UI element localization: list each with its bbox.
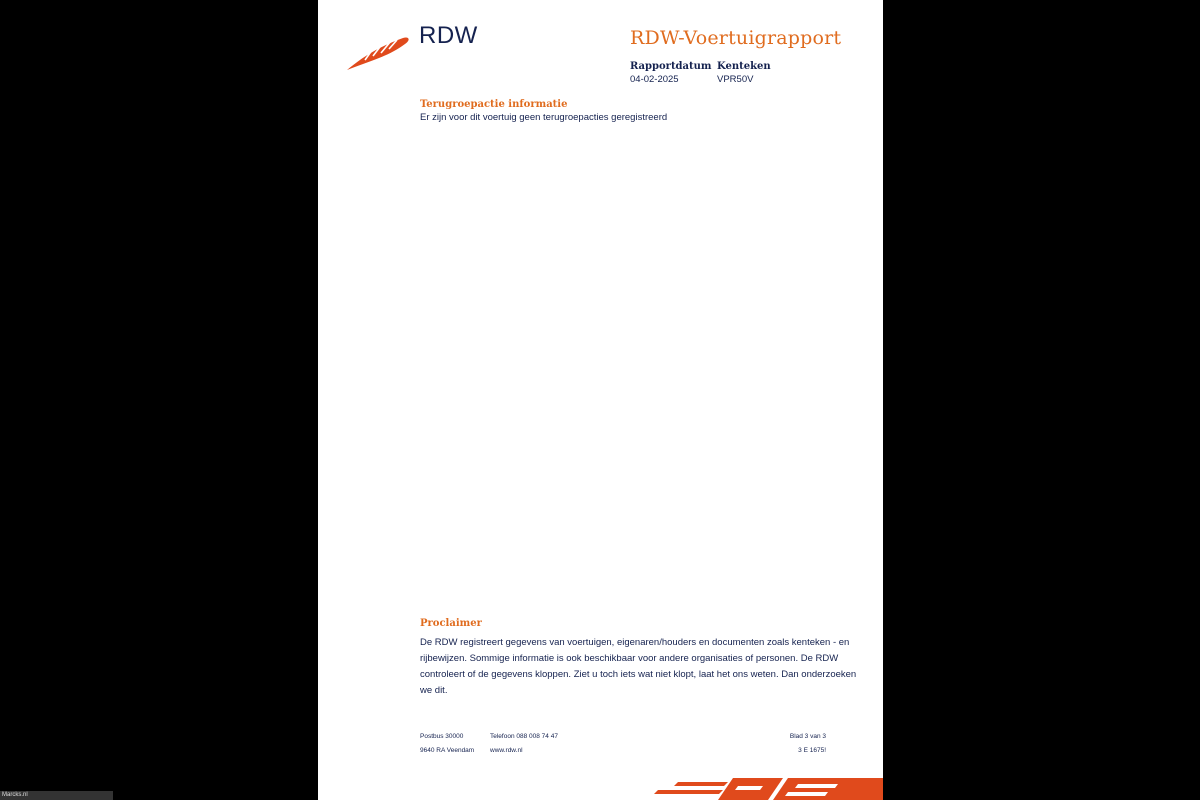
proclaimer-line: rijbewijzen. Sommige informatie is ook beschikbaar voor andere organisaties of personen. De RDW bbox=[420, 653, 839, 664]
recall-heading: Terugroepactie informatie bbox=[420, 99, 568, 110]
footer-page-number: Blad 3 van 3 bbox=[789, 733, 826, 740]
recall-text: Er zijn voor dit voertuig geen terugroepacties geregistreerd bbox=[420, 112, 668, 123]
footer-postbus: Postbus 30000 bbox=[420, 733, 464, 740]
footer-website: www.rdw.nl bbox=[490, 747, 523, 754]
proclaimer-line: we dit. bbox=[420, 685, 448, 696]
rdw-feather-logo-icon bbox=[345, 36, 411, 72]
rapportdatum-value: 04-02-2025 bbox=[630, 74, 679, 85]
brand-name: RDW bbox=[419, 22, 478, 49]
proclaimer-line: De RDW registreert gegevens van voertuigen, eigenaren/houders en documenten zoals kenteken - en bbox=[420, 637, 850, 648]
footer-city: 9640 RA Veendam bbox=[420, 747, 475, 754]
footer-code: 3 E 1675! bbox=[798, 747, 826, 754]
proclaimer-line: controleert of de gegevens kloppen. Ziet u toch iets wat niet klopt, laat het ons weten. Dan onderzoeken bbox=[420, 669, 857, 680]
proclaimer-heading: Proclaimer bbox=[420, 618, 482, 629]
report-title: RDW-Voertuigrapport bbox=[630, 27, 842, 49]
rapportdatum-label: Rapportdatum bbox=[630, 61, 712, 72]
kenteken-value: VPR50V bbox=[717, 74, 754, 85]
footer-stripes-decoration bbox=[638, 776, 883, 800]
source-label: Marcks.nl bbox=[0, 791, 113, 800]
footer-telefoon: Telefoon 088 008 74 47 bbox=[490, 733, 558, 740]
kenteken-label: Kenteken bbox=[717, 61, 771, 72]
report-page bbox=[318, 0, 883, 800]
